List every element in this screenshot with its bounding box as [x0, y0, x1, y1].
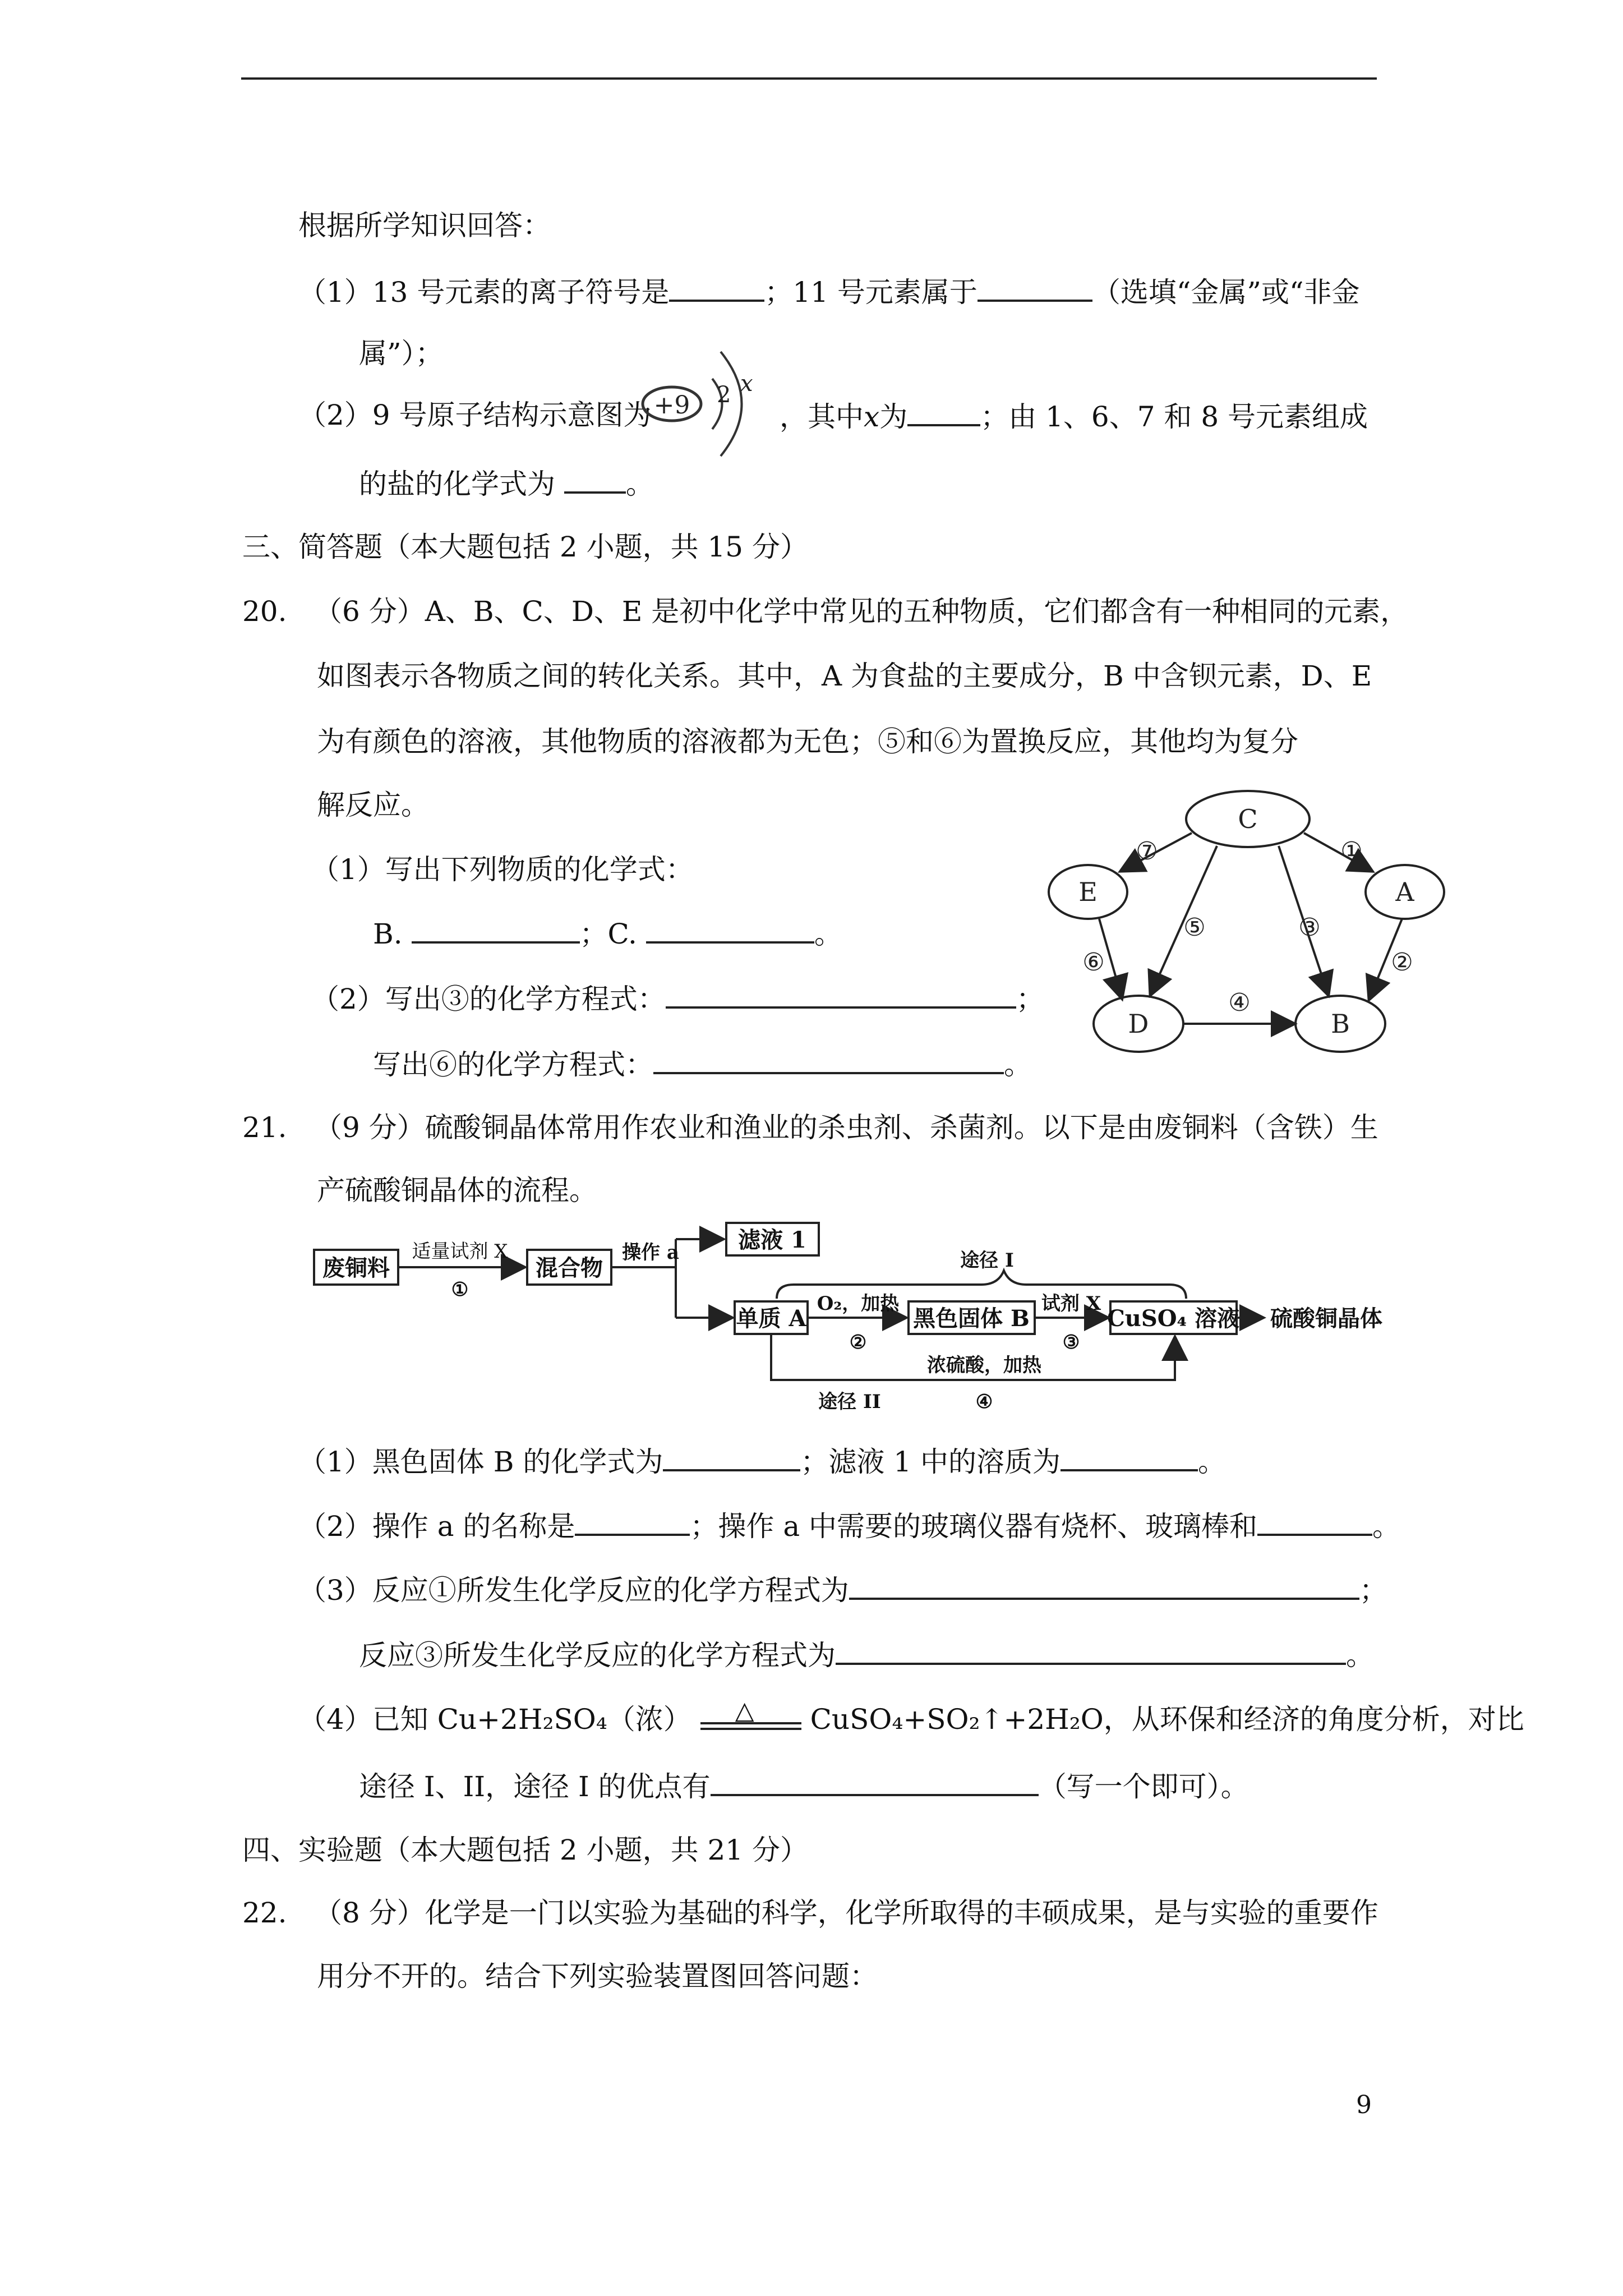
- q19-part1-line1: （1）13 号元素的离子符号是 ；11 号元素属于 （选填“金属”或“非金: [298, 274, 1360, 309]
- q21-line1: （9 分）硫酸铜晶体常用作农业和渔业的杀虫剂、杀菌剂。以下是由废铜料（含铁）生: [314, 1111, 1378, 1144]
- reagent-x-label: 适量试剂 X: [412, 1240, 508, 1263]
- label-step2: ②: [1391, 948, 1413, 977]
- label-step4: ④: [1228, 988, 1251, 1017]
- q19-part2-line2: 的盐的化学式为 。: [359, 466, 654, 501]
- nucleus-charge: +9: [653, 391, 690, 420]
- shell2-electrons: x: [740, 371, 753, 397]
- box-element-a-label: 单质 A: [736, 1305, 806, 1332]
- q22-number: 22.: [242, 1897, 287, 1929]
- box-mixture-label: 混合物: [536, 1255, 603, 1281]
- q21-sub3b: 反应③所发生化学反应的化学方程式为 。: [359, 1637, 1374, 1672]
- node-a-label: A: [1395, 877, 1414, 907]
- box-filtrate-1-label: 滤液 1: [738, 1227, 806, 1253]
- atom-structure-diagram: [634, 339, 768, 468]
- route2-label: 途径 II: [818, 1391, 881, 1413]
- q21-line2: 产硫酸铜晶体的流程。: [317, 1174, 597, 1207]
- substance-conversion-diagram: [1043, 785, 1469, 1066]
- q19-part1-line2: 属”）；: [359, 337, 444, 370]
- node-c-label: C: [1238, 804, 1258, 834]
- answer-blank[interactable]: [412, 915, 580, 944]
- answer-blank[interactable]: [564, 466, 626, 494]
- label-step6: ⑥: [1082, 948, 1105, 977]
- step3-label: ③: [1062, 1331, 1080, 1354]
- q20-sub3: 写出⑥的化学方程式： 。: [373, 1046, 1032, 1082]
- q20-sub2: （2）写出③的化学方程式： ；: [311, 981, 1044, 1016]
- product-label: 硫酸铜晶体: [1270, 1305, 1382, 1332]
- q21-sub2: （2）操作 a 的名称是 ；操作 a 中需要的玻璃仪器有烧杯、玻璃棒和 。: [298, 1508, 1400, 1543]
- q19-part2-line1b: ，其中x为 ；由 1、6、7 和 8 号元素组成: [780, 398, 1368, 434]
- o2-heat-label: O₂，加热: [817, 1292, 900, 1315]
- step4-label: ④: [975, 1391, 993, 1413]
- section4-title: 四、实验题（本大题包括 2 小题，共 21 分）: [242, 1834, 809, 1866]
- label-step1: ①: [1340, 837, 1363, 866]
- equals-line-bottom: [700, 1728, 801, 1730]
- q21-sub4: （4）已知 Cu+2H₂SO₄（浓） △ CuSO₄+SO₂↑+2H₂O，从环保和经济的角度分析，对比: [298, 1703, 1524, 1736]
- answer-blank[interactable]: [978, 274, 1092, 302]
- answer-blank[interactable]: [663, 1443, 800, 1471]
- intro-text: 根据所学知识回答：: [298, 209, 551, 242]
- q20-line1: （6 分）A、B、C、D、E 是初中化学中常见的五种物质，它们都含有一种相同的元素，: [314, 595, 1409, 628]
- step1-label: ①: [451, 1278, 469, 1301]
- q20-line2: 如图表示各物质之间的转化关系。其中，A 为食盐的主要成分，B 中含钡元素，D、E: [317, 660, 1372, 692]
- copper-sulfate-flowchart: [311, 1217, 1410, 1430]
- answer-blank[interactable]: [1061, 1443, 1198, 1471]
- answer-blank[interactable]: [711, 1768, 1039, 1796]
- answer-blank[interactable]: [669, 274, 764, 302]
- shell1-electrons: 2: [717, 382, 731, 408]
- heat-condition-sign: [700, 1696, 801, 1736]
- answer-blank[interactable]: [575, 1508, 690, 1536]
- q20-sub1: （1）写出下列物质的化学式：: [311, 853, 694, 886]
- q21-number: 21.: [242, 1111, 287, 1144]
- label-step5: ⑤: [1183, 913, 1206, 942]
- box-waste-copper-label: 废铜料: [322, 1255, 390, 1281]
- answer-blank[interactable]: [849, 1572, 1359, 1600]
- q19-part2-line1: （2）9 号原子结构示意图为: [298, 399, 652, 431]
- q20-line3: 为有颜色的溶液，其他物质的溶液都为无色；⑤和⑥为置换反应，其他均为复分: [317, 725, 1298, 758]
- answer-blank[interactable]: [836, 1637, 1346, 1665]
- route1-label: 途径 I: [960, 1249, 1014, 1272]
- header-rule: [241, 77, 1377, 80]
- node-b-label: B: [1331, 1009, 1350, 1039]
- reagent-x2-label: 试剂 X: [1041, 1292, 1101, 1315]
- box-cuso4-solution-label: CuSO₄ 溶液: [1106, 1305, 1240, 1332]
- q22-line2: 用分不开的。结合下列实验装置图回答问题：: [317, 1960, 878, 1993]
- answer-blank[interactable]: [907, 398, 980, 426]
- q21-sub3: （3）反应①所发生化学反应的化学方程式为 ；: [298, 1572, 1387, 1607]
- q22-line1: （8 分）化学是一门以实验为基础的科学，化学所取得的丰硕成果，是与实验的重要作: [314, 1897, 1378, 1929]
- conc-acid-label: 浓硫酸，加热: [927, 1354, 1041, 1377]
- q20-line4: 解反应。: [317, 789, 429, 821]
- operation-a-label: 操作 a: [622, 1241, 679, 1264]
- answer-blank[interactable]: [1257, 1508, 1372, 1536]
- answer-blank[interactable]: [653, 1046, 1004, 1074]
- label-step7: ⑦: [1136, 837, 1158, 866]
- node-d-label: D: [1128, 1009, 1149, 1039]
- equals-line-top: [700, 1722, 801, 1724]
- answer-blank[interactable]: [646, 915, 814, 944]
- node-e-label: E: [1078, 877, 1098, 907]
- q20-number: 20.: [242, 595, 287, 628]
- delta-symbol: △: [735, 1696, 754, 1725]
- label-step3: ③: [1298, 913, 1321, 942]
- page-number: 9: [1356, 2091, 1372, 2119]
- q21-sub1: （1）黑色固体 B 的化学式为 ；滤液 1 中的溶质为 。: [298, 1443, 1226, 1479]
- section3-title: 三、简答题（本大题包括 2 小题，共 15 分）: [242, 531, 809, 563]
- q21-sub4b: 途径 I、II，途径 I 的优点有 （写一个即可）。: [359, 1768, 1249, 1803]
- answer-blank[interactable]: [666, 981, 1016, 1009]
- q20-sub1-answers: B. ；C. 。: [373, 915, 842, 951]
- box-black-solid-b-label: 黑色固体 B: [913, 1305, 1030, 1332]
- step2-label: ②: [849, 1331, 867, 1354]
